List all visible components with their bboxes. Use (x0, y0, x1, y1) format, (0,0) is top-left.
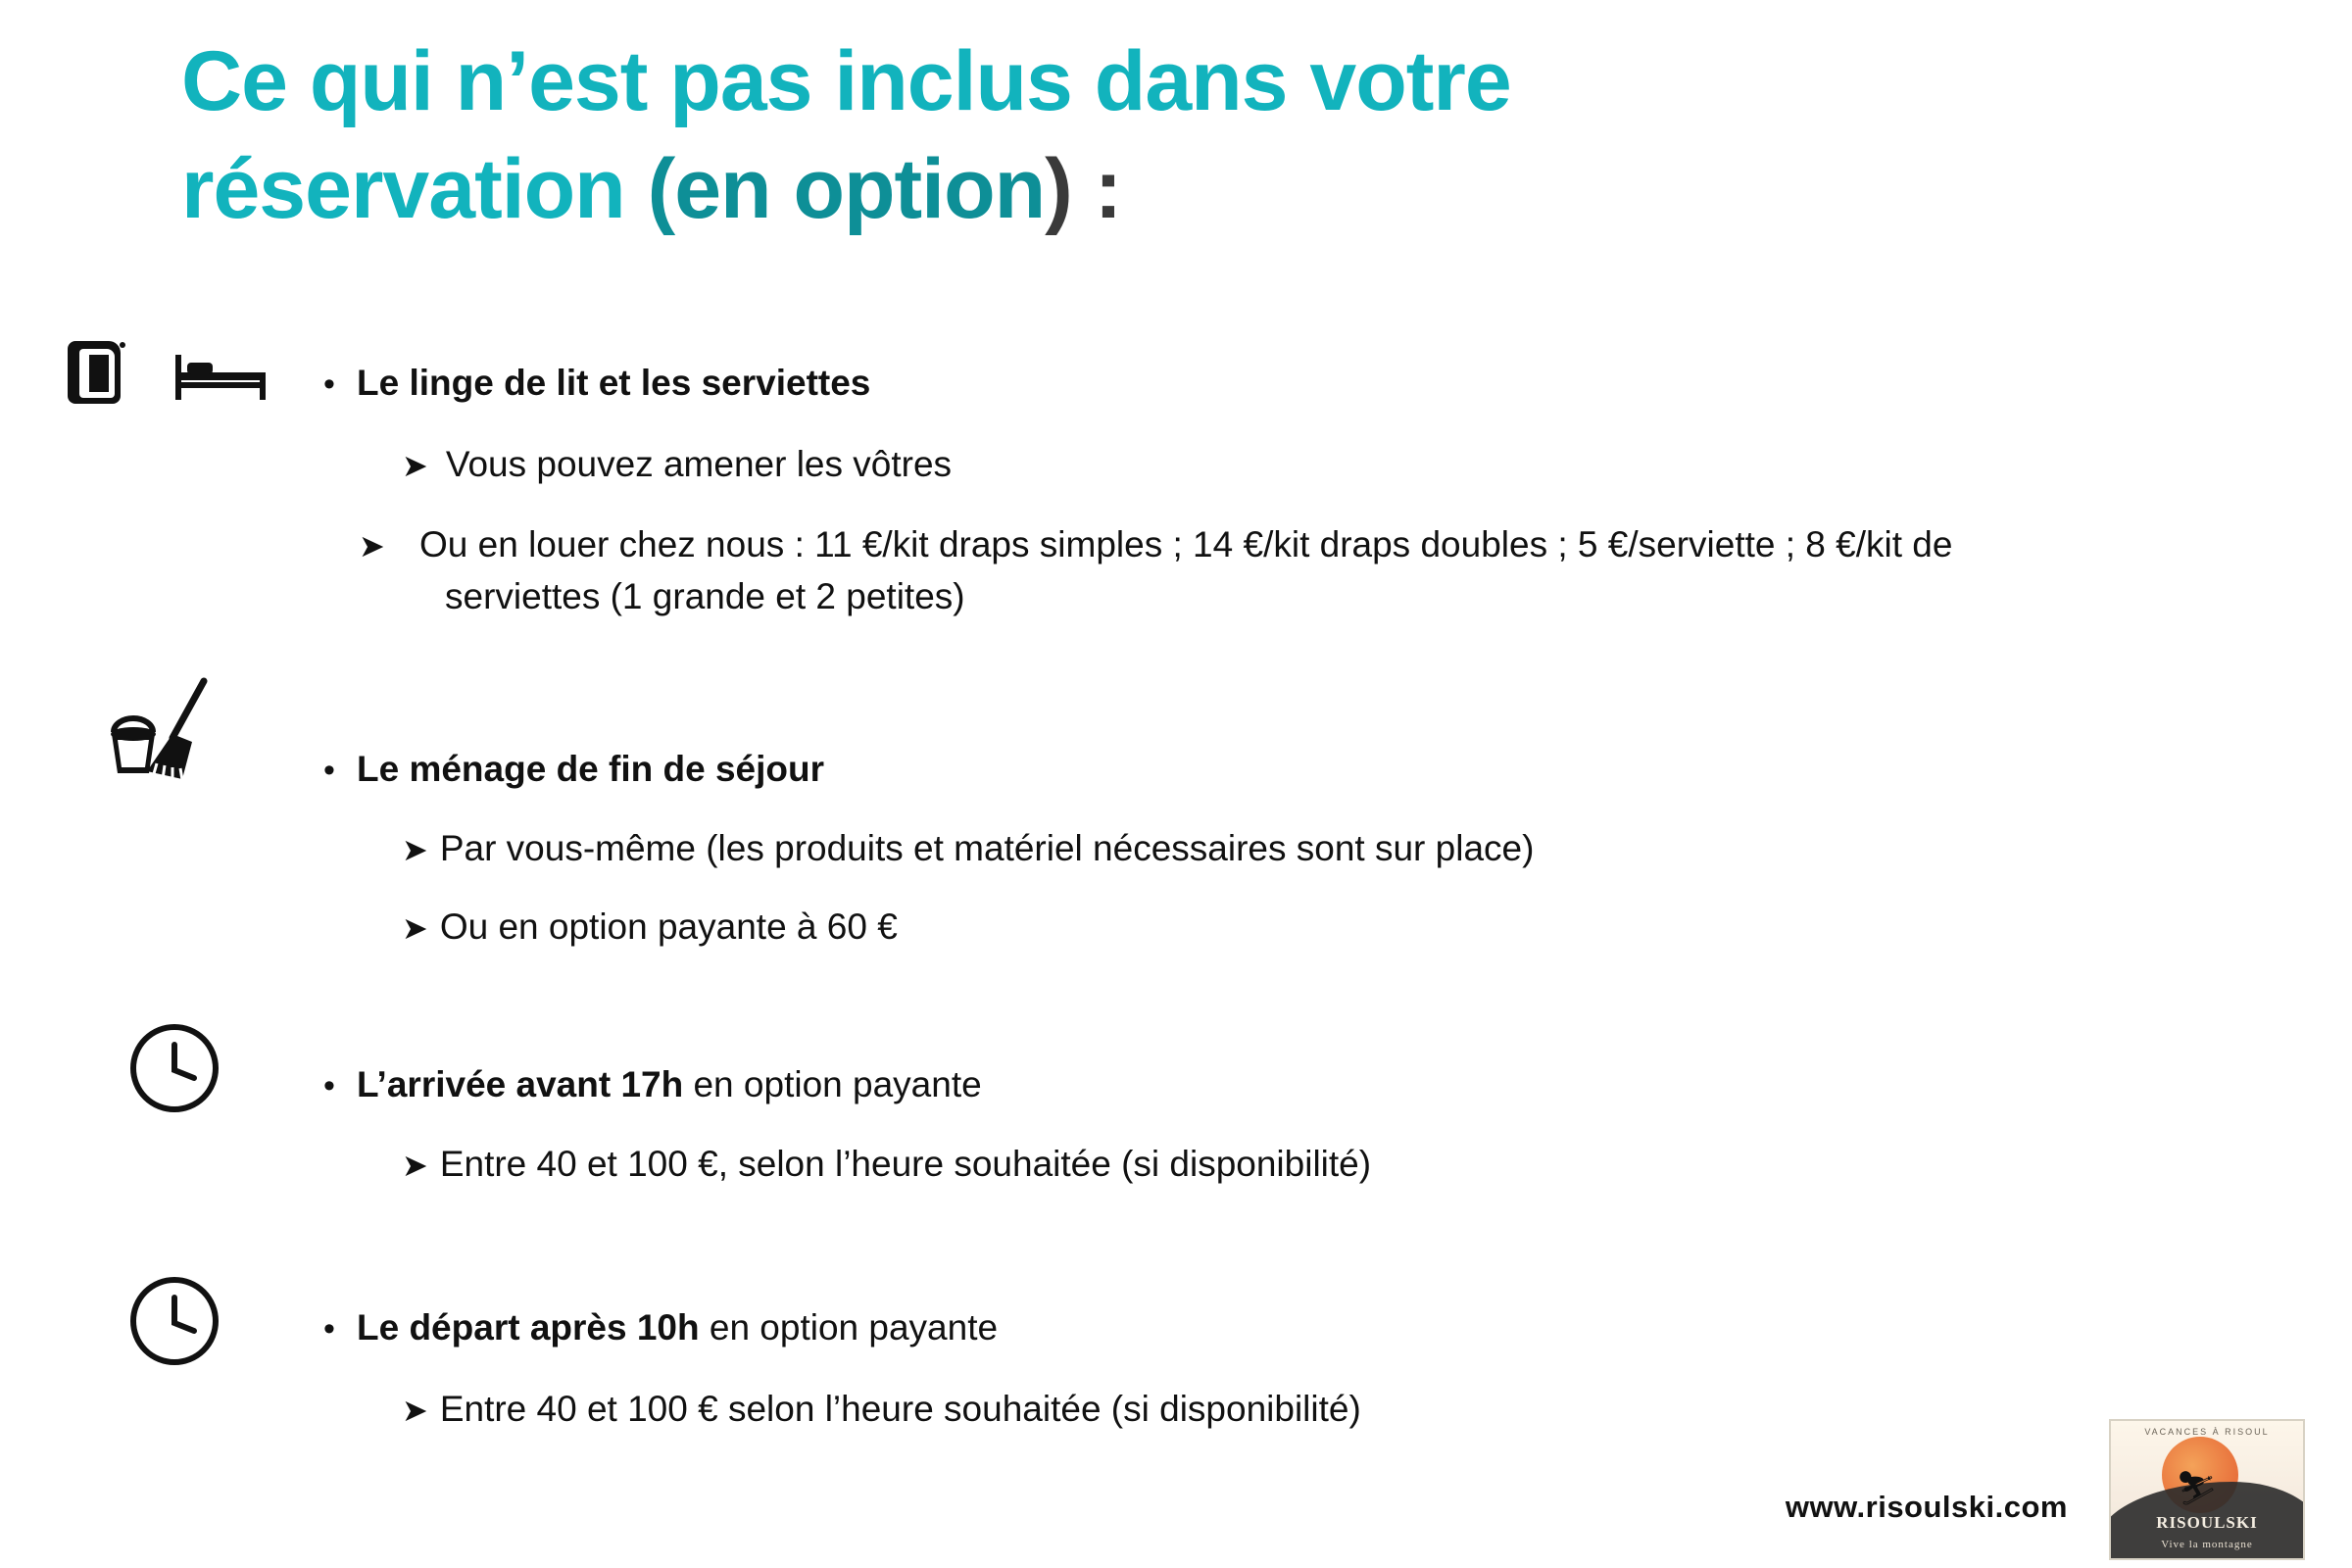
title-line-1 (181, 27, 2200, 135)
section-1-sub-2-text: Ou en louer chez nous : 11 €/kit draps simples ; 14 €/kit draps doubles ; 5 €/serviette ; 8 €/kit de serviettes (1 grande et 2 petites) (419, 524, 1953, 616)
title-line-2 (181, 135, 2200, 243)
section-2-heading-bold: Le ménage de fin de séjour (357, 749, 825, 789)
bullet-dot: • (323, 1310, 335, 1348)
logo-name: RISOULSKI (2156, 1513, 2258, 1532)
bed-icon (172, 351, 270, 404)
section-3-sub-1 (402, 1139, 2264, 1191)
section-1-heading-bold: Le linge de lit et les serviettes (357, 363, 871, 403)
bullet-dot: • (323, 752, 335, 790)
title-text-line1: Ce qui n’est pas inclus dans votre (181, 34, 1511, 128)
broom-bucket-icon (106, 676, 233, 784)
bullet-dot: • (323, 1067, 335, 1105)
section-4-heading-bold: Le départ après 10h (357, 1307, 700, 1348)
title-text-line2-b: (en option (647, 142, 1046, 237)
section-3-heading-bold: L’arrivée avant 17h (357, 1064, 684, 1104)
bullet-dot: • (323, 366, 335, 404)
section-4-heading (323, 1303, 2264, 1352)
section-3-heading (323, 1060, 2264, 1109)
clock-icon (125, 1019, 223, 1117)
title-text-line2-a: réservation (181, 142, 648, 237)
section-4-sub-1-text: Entre 40 et 100 € selon l’heure souhaitée (si disponibilité) (439, 1389, 1361, 1429)
section-2-sub-2-text: Ou en option payante à 60 € (439, 906, 898, 947)
section-2-sub-1-text: Par vous-même (les produits et matériel nécessaires sont sur place) (439, 828, 1535, 868)
section-4-heading-rest: en option payante (699, 1307, 999, 1348)
clock-icon (125, 1272, 223, 1370)
arrow-icon: ➤ (402, 1147, 428, 1184)
section-2-heading (323, 745, 2264, 794)
section-3 (323, 1060, 2264, 1109)
logo (2109, 1419, 2305, 1560)
logo-tagline: Vive la montagne (2161, 1539, 2253, 1550)
title-text-line2-c: ) : (1045, 142, 1122, 237)
section-1 (323, 359, 2264, 408)
section-4-sub-1 (402, 1384, 2264, 1436)
section-3-heading-rest: en option payante (683, 1064, 982, 1104)
footer-website-url[interactable]: www.risoulski.com (1785, 1490, 2068, 1524)
arrow-icon: ➤ (402, 831, 428, 868)
section-1-heading (323, 359, 2264, 408)
arrow-icon: ➤ (402, 909, 428, 947)
section-2-sub-1 (402, 823, 2264, 875)
page-title (181, 27, 2200, 243)
skier-icon: ⛷ (2176, 1470, 2219, 1507)
section-1-sub-1 (402, 439, 2283, 491)
section-2 (323, 745, 2264, 794)
towel-icon (57, 331, 135, 410)
arrow-icon: ➤ (402, 447, 428, 484)
section-2-sub-2 (402, 902, 2264, 954)
section-1-sub-1-text: Vous pouvez amener les vôtres (445, 444, 953, 484)
section-1-sub-2: ➤ Ou en louer chez nous : 11 €/kit draps simples ; 14 €/kit draps doubles ; 5 €/serviette ; 8 €/kit de serviettes (1 grande et 2 petites) (359, 524, 1953, 616)
section-4 (323, 1303, 2264, 1352)
logo-arc-text: VACANCES À RISOUL (2144, 1427, 2270, 1437)
section-3-sub-1-text: Entre 40 et 100 €, selon l’heure souhaitée (si disponibilité) (439, 1144, 1372, 1184)
arrow-icon: ➤ (402, 1392, 428, 1429)
